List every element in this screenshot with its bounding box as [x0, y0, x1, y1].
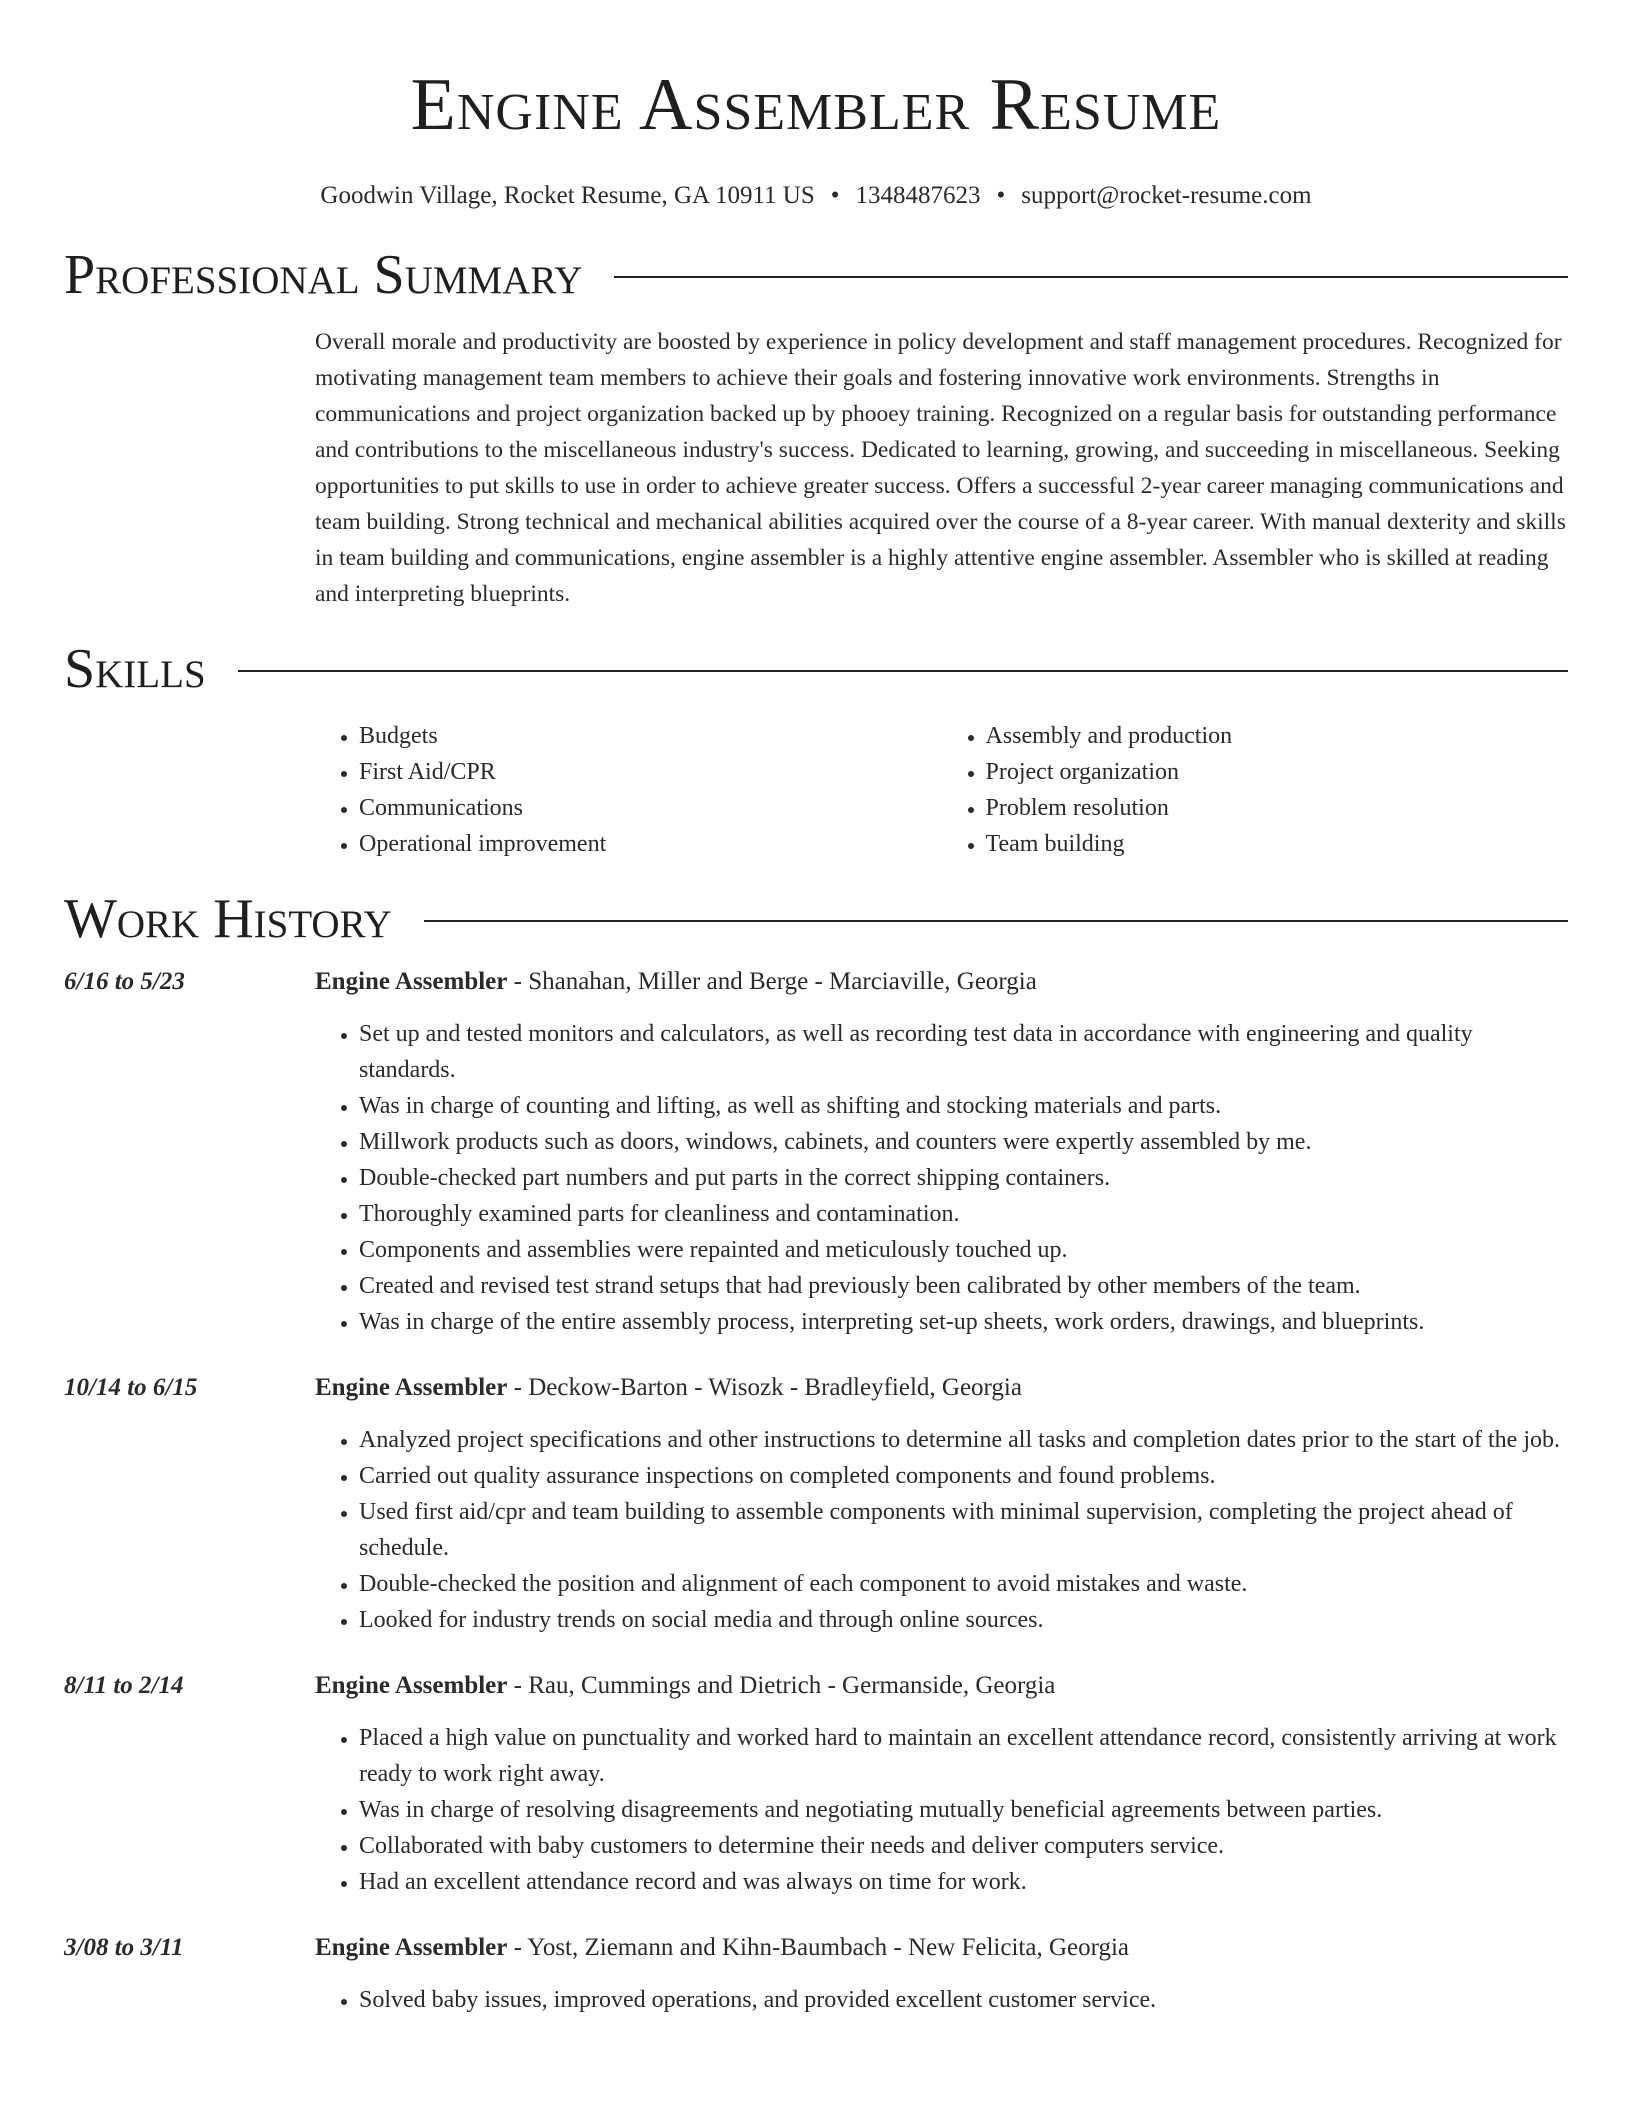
job-header: [64, 1370, 1568, 1406]
job-dates: 6/16 to 5/23: [64, 968, 185, 995]
job-bullet: • Placed a high value on punctuality and worked hard to maintain an excellent attendance record, consistently arriving at work ready to work right away.: [359, 1720, 1568, 1792]
job-employer: - Rau, Cummings and Dietrich - Germanside, Georgia: [507, 1672, 1056, 1699]
skill-item: • Budgets: [359, 718, 942, 754]
job-title: Engine Assembler: [315, 968, 508, 995]
skills-list-left: [315, 718, 942, 862]
job-bullets: [315, 1720, 1568, 1900]
job-bullets: [315, 1982, 1568, 2018]
job-bullet: • Solved baby issues, improved operations, and provided excellent customer service.: [359, 1982, 1568, 2018]
job-bullets: [315, 1016, 1568, 1340]
job-bullet: • Double-checked part numbers and put parts in the correct shipping containers.: [359, 1160, 1568, 1196]
skill-item: • Communications: [359, 790, 942, 826]
work-heading: Work History: [64, 888, 392, 950]
job-header: [64, 1668, 1568, 1704]
summary-section-header: [64, 242, 1568, 308]
summary-text: Overall morale and productivity are boosted by experience in policy development and staff management procedures. Recognized for motivating management team members to achieve their goals and fostering innovative work environments. Strengths in communications and project organization backed up by phooey training. Recognized on a regular basis for outstanding performance and contributions to the miscellaneous industry's success. Dedicated to learning, growing, and succeeding in miscellaneous. Seeking opportunities to put skills to use in order to achieve greater success. Offers a successful 2-year career managing communications and team building. Strong technical and mechanical abilities acquired over the course of a 8-year career. With manual dexterity and skills in team building and communications, engine assembler is a highly attentive engine assembler. Assembler who is skilled at reading and interpreting blueprints.: [315, 329, 1566, 607]
job-title: Engine Assembler: [315, 1374, 508, 1401]
job-entry: [64, 964, 1568, 1340]
contact-email: support@rocket-resume.com: [1021, 182, 1312, 209]
contact-separator: •: [830, 182, 840, 209]
job-dates: 10/14 to 6/15: [64, 1374, 198, 1401]
skills-section-header: [64, 636, 1568, 702]
job-bullet: • Had an excellent attendance record and was always on time for work.: [359, 1864, 1568, 1900]
job-heading: [315, 1930, 1129, 1966]
skill-item: • Project organization: [986, 754, 1569, 790]
job-employer: - Deckow-Barton - Wisozk - Bradleyfield, Georgia: [507, 1374, 1022, 1401]
resume-title: Engine Assembler Resume: [410, 64, 1222, 146]
job-bullet: • Was in charge of the entire assembly process, interpreting set-up sheets, work orders, drawings, and blueprints.: [359, 1304, 1568, 1340]
job-bullet: • Set up and tested monitors and calculators, as well as recording test data in accordance with engineering and quality standards.: [359, 1016, 1568, 1088]
skills-heading: Skills: [64, 638, 206, 700]
skill-item: • Team building: [986, 826, 1569, 862]
job-bullets: [315, 1422, 1568, 1638]
resume-page: [64, 0, 1568, 2018]
section-divider: [238, 670, 1568, 672]
contact-separator: •: [996, 182, 1006, 209]
contact-line: [64, 180, 1568, 212]
job-employer: - Yost, Ziemann and Kihn-Baumbach - New Felicita, Georgia: [507, 1934, 1130, 1961]
skill-item: • First Aid/CPR: [359, 754, 942, 790]
job-entry: [64, 1930, 1568, 2018]
job-entry: [64, 1668, 1568, 1900]
contact-address: Goodwin Village, Rocket Resume, GA 10911 US: [320, 182, 815, 209]
job-bullet: • Used first aid/cpr and team building to assemble components with minimal supervision, completing the project ahead of schedule.: [359, 1494, 1568, 1566]
job-heading: [315, 964, 1037, 1000]
job-bullet: • Collaborated with baby customers to determine their needs and deliver computers service.: [359, 1828, 1568, 1864]
contact-phone: 1348487623: [855, 182, 981, 209]
job-header: [64, 964, 1568, 1000]
job-bullet: • Created and revised test strand setups that had previously been calibrated by other members of the team.: [359, 1268, 1568, 1304]
skill-item: • Operational improvement: [359, 826, 942, 862]
job-bullet: • Carried out quality assurance inspections on completed components and found problems.: [359, 1458, 1568, 1494]
section-divider: [424, 920, 1568, 922]
work-section-header: [64, 886, 1568, 952]
skills-grid: [315, 718, 1568, 862]
job-bullet: • Was in charge of counting and lifting, as well as shifting and stocking materials and parts.: [359, 1088, 1568, 1124]
job-employer: - Shanahan, Miller and Berge - Marciaville, Georgia: [507, 968, 1037, 995]
job-title: Engine Assembler: [315, 1672, 508, 1699]
skills-list-right: [942, 718, 1569, 862]
job-title: Engine Assembler: [315, 1934, 508, 1961]
summary-heading: Professional Summary: [64, 244, 583, 306]
job-bullet: • Analyzed project specifications and other instructions to determine all tasks and completion dates prior to the start of the job.: [359, 1422, 1568, 1458]
skill-item: • Problem resolution: [986, 790, 1569, 826]
job-heading: [315, 1668, 1055, 1704]
job-bullet: • Thoroughly examined parts for cleanliness and contamination.: [359, 1196, 1568, 1232]
job-entry: [64, 1370, 1568, 1638]
summary-body: [315, 324, 1568, 612]
job-bullet: • Double-checked the position and alignment of each component to avoid mistakes and waste.: [359, 1566, 1568, 1602]
skill-item: • Assembly and production: [986, 718, 1569, 754]
section-divider: [614, 276, 1568, 278]
job-bullet: • Components and assemblies were repainted and meticulously touched up.: [359, 1232, 1568, 1268]
job-header: [64, 1930, 1568, 1966]
job-dates: 8/11 to 2/14: [64, 1672, 184, 1699]
job-bullet: • Looked for industry trends on social media and through online sources.: [359, 1602, 1568, 1638]
job-bullet: • Millwork products such as doors, windows, cabinets, and counters were expertly assembled by me.: [359, 1124, 1568, 1160]
job-bullet: • Was in charge of resolving disagreements and negotiating mutually beneficial agreements between parties.: [359, 1792, 1568, 1828]
job-dates: 3/08 to 3/11: [64, 1934, 184, 1961]
job-heading: [315, 1370, 1022, 1406]
